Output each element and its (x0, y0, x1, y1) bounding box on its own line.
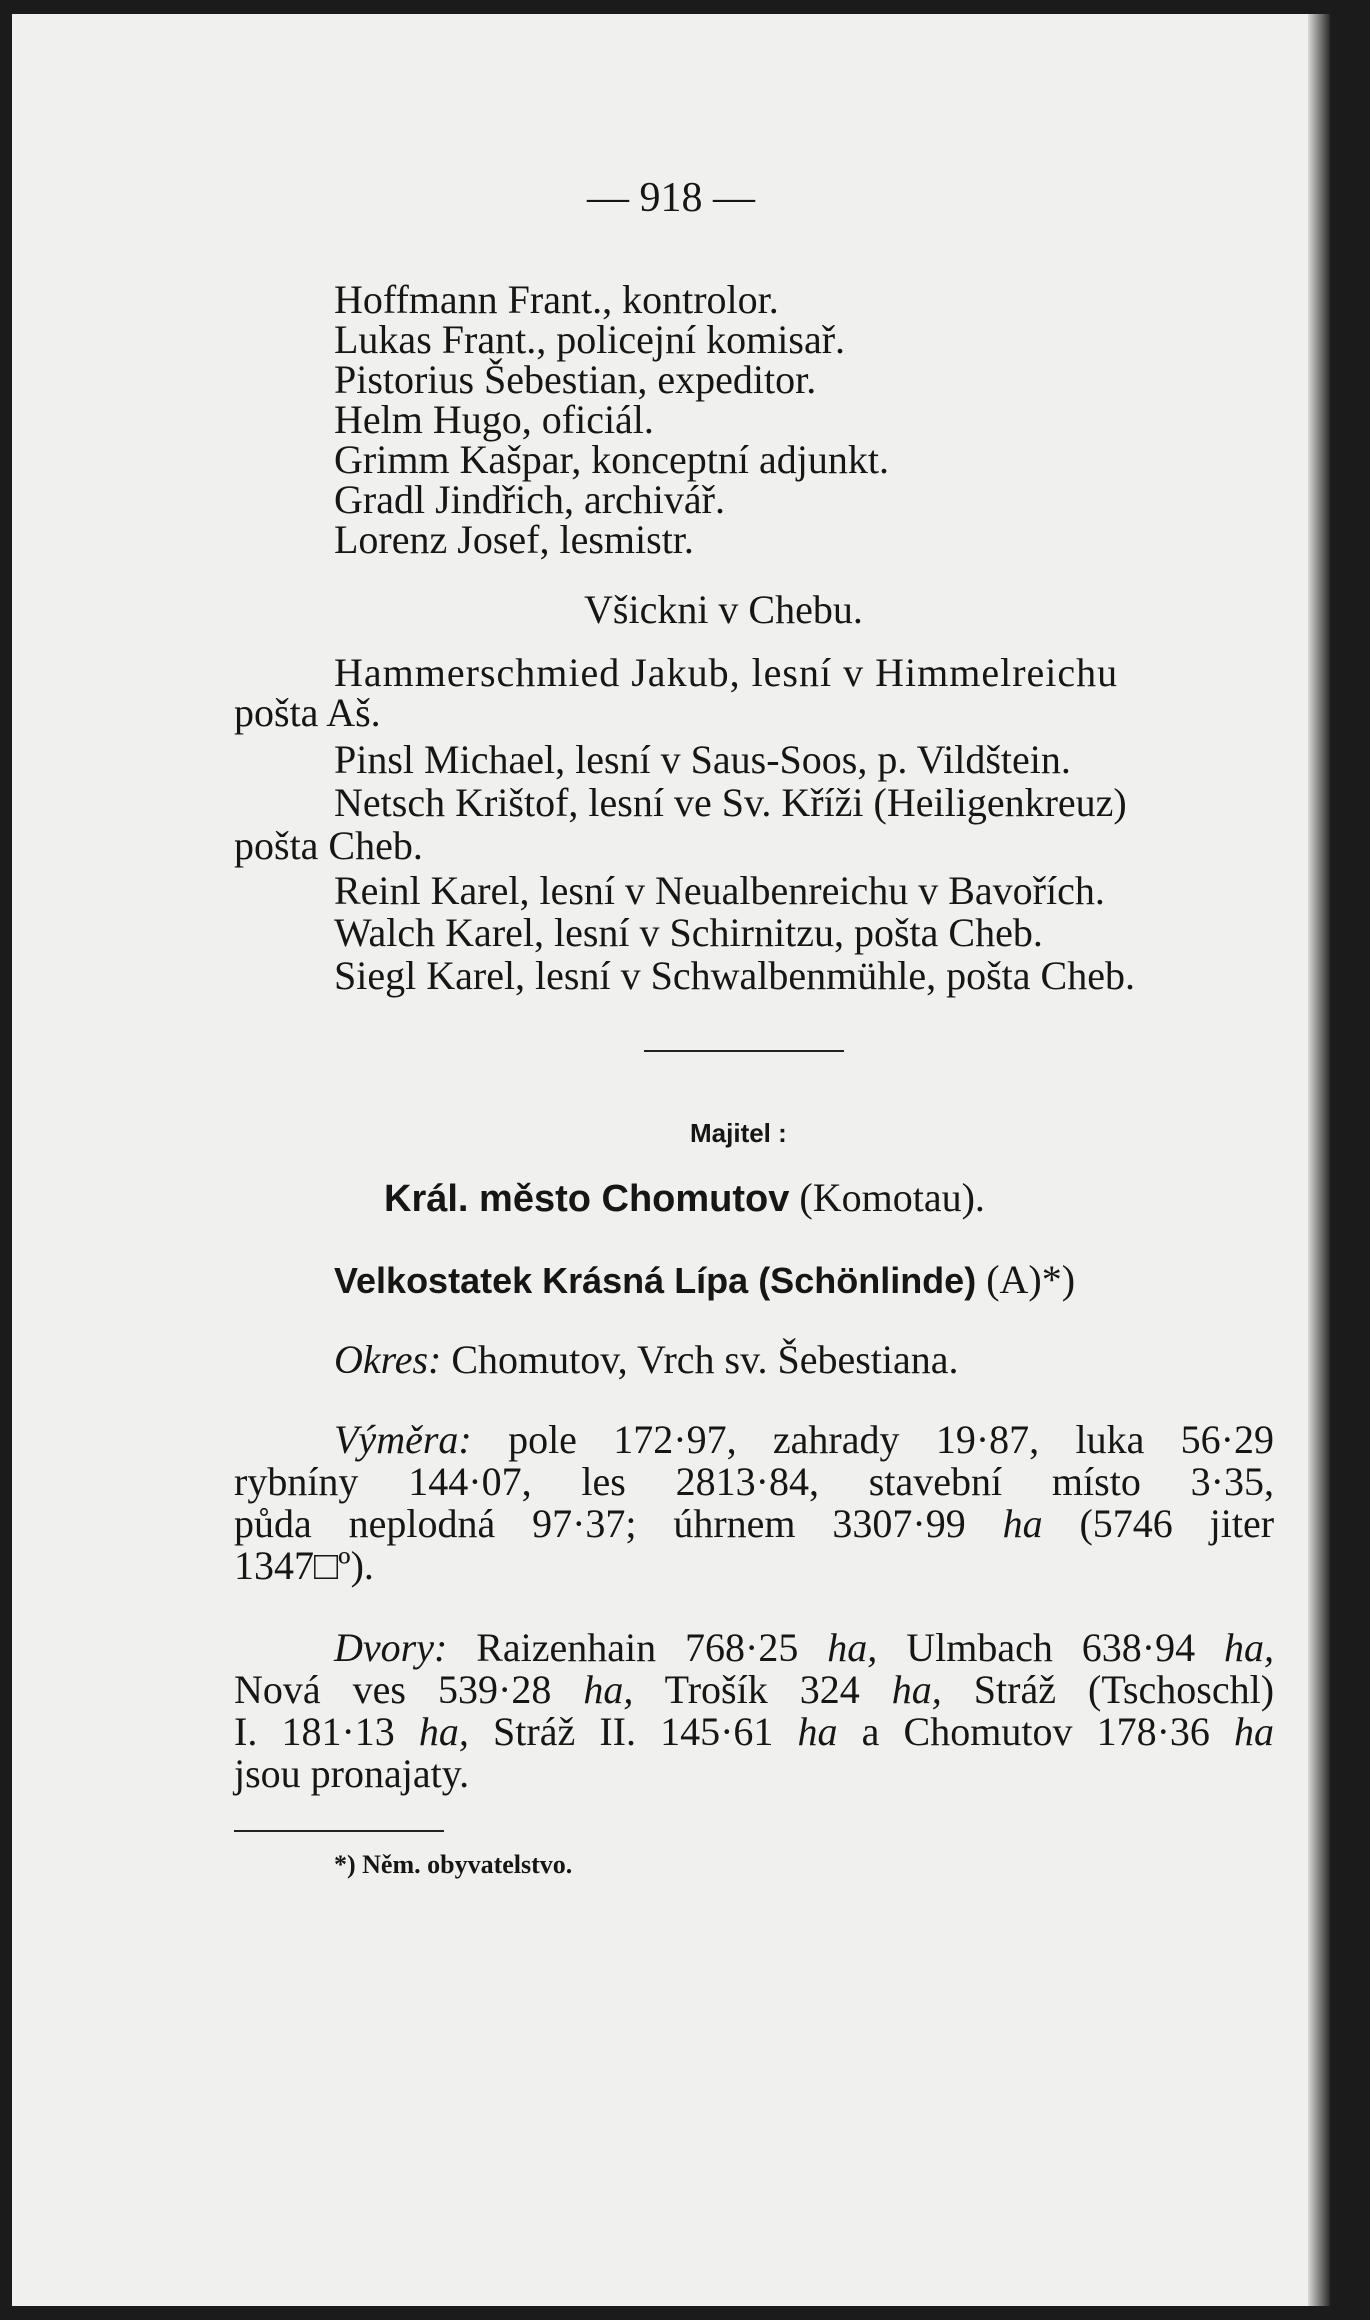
forester-walch: Walch Karel, lesní v Schirnitzu, pošta Cheb. (334, 910, 1043, 955)
estate-name-rest: (A)*) (986, 1257, 1076, 1302)
yards-line-2-a: Nová ves 539·28 (234, 1667, 552, 1712)
estate-name-bold: Velkostatek Krásná Lípa (Schönlinde) (334, 1260, 977, 1301)
area-label: Výměra: (334, 1417, 472, 1462)
staff-line-6: Gradl Jindřich, archivář. (334, 477, 725, 522)
yards-line-2-c: Stráž (Tschoschl) (973, 1667, 1275, 1712)
forester-pinsl: Pinsl Michael, lesní v Saus-Soos, p. Vildštein. (334, 737, 1071, 782)
district-label: Okres: (334, 1337, 442, 1382)
staff-line-5: Grimm Kašpar, konceptní adjunkt. (334, 437, 889, 482)
page-edge-shadow (1308, 14, 1330, 2306)
yards-line-3-b: Stráž II. 145·61 (493, 1709, 774, 1754)
forester-netsch-2: pošta Cheb. (234, 823, 423, 868)
forester-hammerschmied-2: pošta Aš. (234, 690, 381, 735)
document-page (12, 14, 1330, 2306)
yards-line-1-a: Raizenhain 768·25 (476, 1625, 799, 1670)
forester-siegl: Siegl Karel, lesní v Schwalbenmühle, pošta Cheb. (334, 953, 1135, 998)
forester-reinl: Reinl Karel, lesní v Neualbenreichu v Bavořích. (334, 868, 1105, 913)
yards-line-3-a: I. 181·13 (234, 1709, 395, 1754)
all-in-cheb: Všickni v Chebu. (584, 587, 863, 632)
estate-name (334, 1256, 1075, 1303)
footnote: *) Něm. obyvatelstvo. (334, 1850, 573, 1879)
owner-name (384, 1174, 985, 1221)
yards-line-1-ha2: ha, (1224, 1625, 1275, 1670)
district-line (334, 1336, 959, 1383)
area-line-3 (234, 1500, 1274, 1547)
staff-line-1: Hoffmann Frant., kontrolor. (334, 277, 779, 322)
yards-line-3-ha3: ha (1234, 1709, 1275, 1754)
area-line-1 (334, 1416, 1274, 1463)
owner-label: Majitel : (690, 1118, 787, 1148)
yards-line-3-ha1: ha, (418, 1709, 469, 1754)
owner-name-rest: (Komotau). (799, 1175, 985, 1220)
yards-line-2-b: Trošík 324 (664, 1667, 860, 1712)
yards-line-4: jsou pronajaty. (234, 1751, 470, 1796)
area-line-4: 1347□º). (234, 1543, 374, 1588)
staff-line-7: Lorenz Josef, lesmistr. (334, 517, 694, 562)
forester-netsch-1: Netsch Krištof, lesní ve Sv. Kříži (Heiligenkreuz) (334, 780, 1127, 825)
staff-line-2: Lukas Frant., policejní komisař. (334, 317, 846, 362)
yards-line-3 (234, 1708, 1274, 1755)
yards-line-1 (334, 1624, 1274, 1671)
owner-name-bold: Král. město Chomutov (384, 1178, 790, 1220)
yards-line-3-ha2: ha (797, 1709, 838, 1754)
area-line-2: rybníny 144·07, les 2813·84, stavební místo 3·35, (234, 1459, 1274, 1504)
yards-line-3-c: a Chomutov 178·36 (861, 1709, 1210, 1754)
district-value: Chomutov, Vrch sv. Šebestiana. (451, 1337, 959, 1382)
yards-label: Dvory: (334, 1625, 448, 1670)
yards-line-1-ha1: ha, (827, 1625, 878, 1670)
yards-line-2-ha2: ha, (891, 1667, 942, 1712)
staff-line-4: Helm Hugo, oficiál. (334, 397, 654, 442)
area-line-3-b: (5746 jiter (1079, 1501, 1275, 1546)
yards-line-2 (234, 1666, 1274, 1713)
area-line-3-a: půda neplodná 97·37; úhrnem 3307·99 (234, 1501, 966, 1546)
forester-hammerschmied-1: Hammerschmied Jakub, lesní v Himmelreichu (334, 650, 1119, 695)
staff-line-3: Pistorius Šebestian, expeditor. (334, 357, 817, 402)
area-line-1-text: pole 172·97, zahrady 19·87, luka 56·29 (508, 1417, 1275, 1462)
yards-line-1-b: Ulmbach 638·94 (906, 1625, 1196, 1670)
page-number: — 918 — (587, 175, 755, 221)
yards-line-2-ha1: ha, (583, 1667, 634, 1712)
footnote-rule (234, 1830, 444, 1832)
area-line-3-ha: ha (1002, 1501, 1043, 1546)
section-divider (644, 1050, 844, 1052)
